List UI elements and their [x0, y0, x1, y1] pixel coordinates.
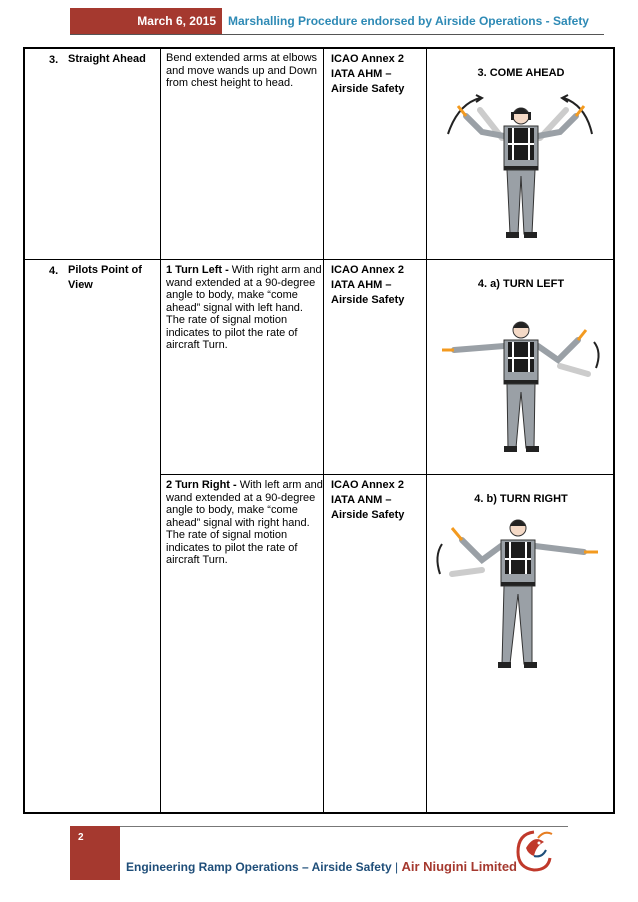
- footer-rule: [120, 826, 568, 827]
- turn-right-marshaller-figure: [432, 514, 606, 676]
- header-title: Marshalling Procedure endorsed by Airside Operations - Safety: [228, 14, 589, 28]
- row4b-signal-label: 4. b) TURN RIGHT: [474, 493, 568, 505]
- turn-left-marshaller-figure: [440, 318, 610, 458]
- header-date: March 6, 2015: [70, 8, 222, 34]
- footer-text: [126, 859, 517, 874]
- header-rule: [70, 34, 604, 35]
- row4b-ref-cell: [323, 474, 427, 813]
- air-niugini-bird-logo-icon: [512, 828, 556, 874]
- row4-number: 4.: [49, 265, 59, 277]
- row4a-references: ICAO Annex 2 IATA AHM – Airside Safety: [331, 264, 405, 306]
- row4a-description: 1 Turn Left - With right arm and wand extended at a 90-degree angle to body, make “come ahead” signal with left hand. The rate of signal motion indicates to pilot the rate of aircraft Turn.: [166, 264, 322, 351]
- row4a-signal-label: 4. a) TURN LEFT: [477, 278, 565, 290]
- row3-references: ICAO Annex 2 IATA AHM – Airside Safety: [331, 53, 405, 95]
- row4-name: Pilots Point of View: [68, 264, 142, 291]
- row3-name-cell: [24, 48, 161, 260]
- row3-number: 3.: [49, 54, 59, 66]
- row3-signal-label: 3. COME AHEAD: [477, 67, 565, 79]
- footer-separator: |: [394, 860, 399, 874]
- row3-description: Bend extended arms at elbows and move wands up and Down from chest height to head.: [166, 52, 318, 89]
- row3-name: Straight Ahead: [68, 53, 146, 65]
- row4-name-cell: [24, 259, 161, 813]
- footer-brand: Air Niugini Limited: [401, 859, 517, 874]
- page-number: 2: [78, 832, 84, 843]
- row4b-description: 2 Turn Right - With left arm and wand extended at a 90-degree angle to body, make “come ahead” signal with right hand. The rate of signal motion indicates to pilot the rate of aircraft Turn.: [166, 479, 323, 566]
- footer-department: Engineering Ramp Operations – Airside Safety: [126, 860, 392, 874]
- come-ahead-marshaller-figure: [440, 92, 610, 244]
- row4b-references: ICAO Annex 2 IATA ANM – Airside Safety: [331, 479, 405, 521]
